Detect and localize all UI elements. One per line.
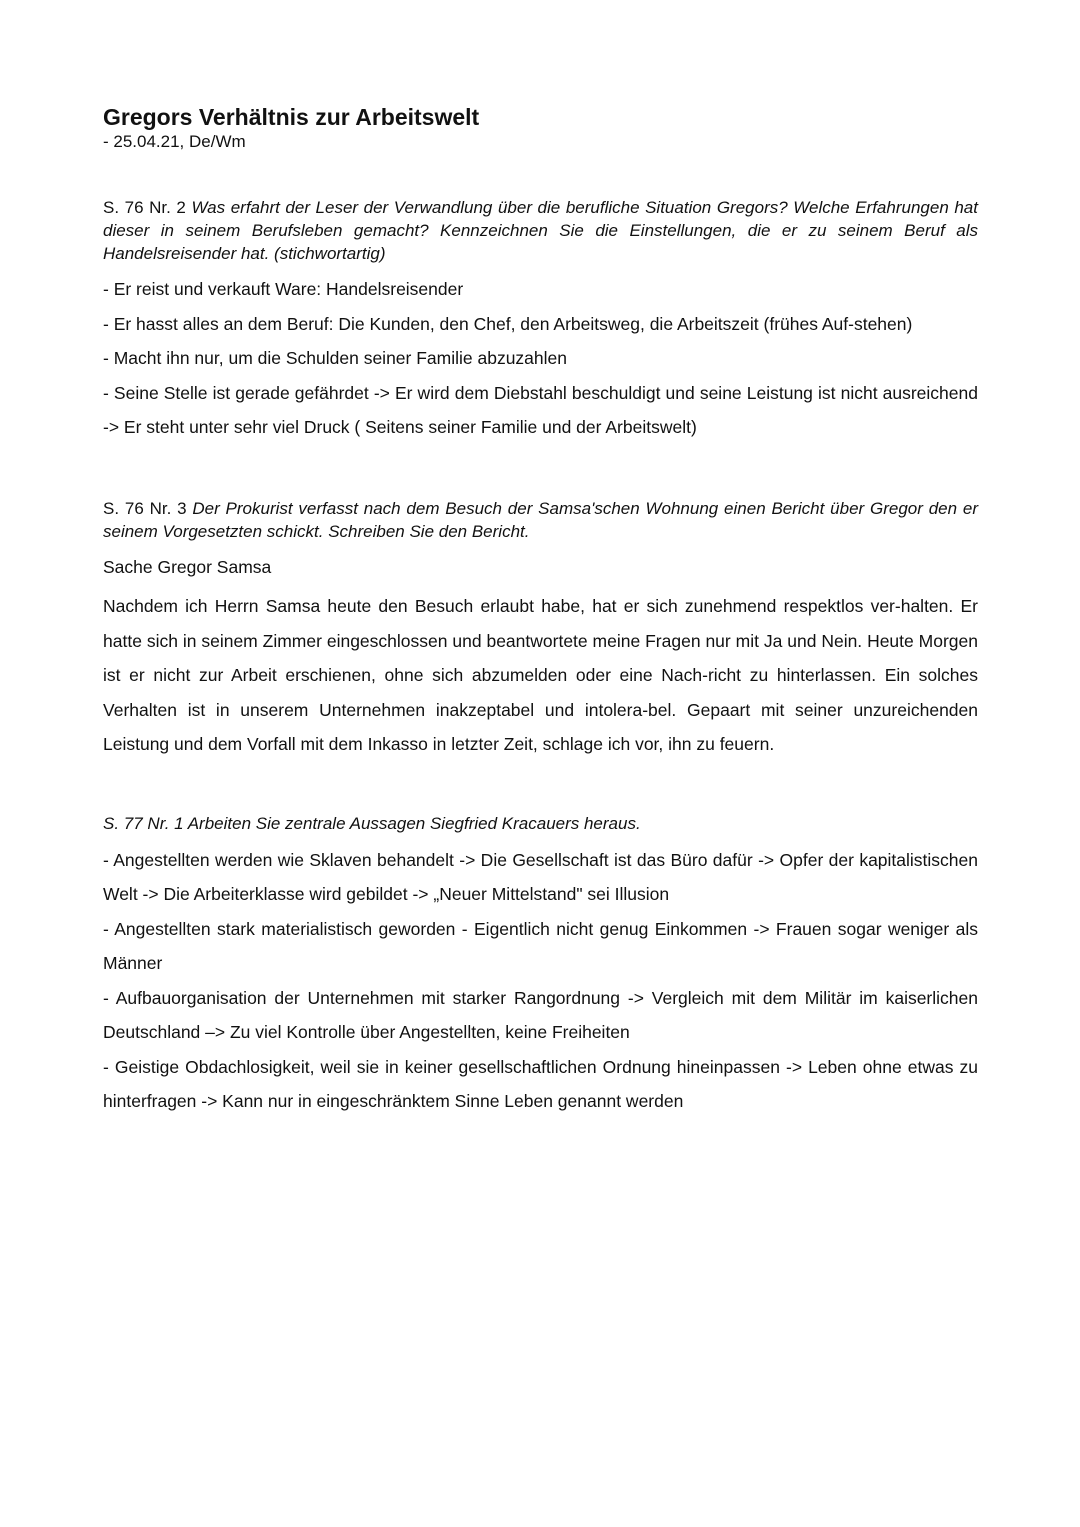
answer-list: [103, 272, 978, 445]
task-question: Arbeiten Sie zentrale Aussagen Siegfried Kracauers heraus.: [187, 813, 641, 833]
answer-item: - Aufbauorganisation der Unternehmen mit starker Rangordnung -> Vergleich mit dem Militär im kaiserlichen Deutschland –> Zu viel Kontrolle über Angestellten, keine Freiheiten: [103, 987, 978, 1042]
document-date-meta: - 25.04.21, De/Wm: [103, 132, 246, 151]
task-question: Der Prokurist verfasst nach dem Besuch der Samsa'schen Wohnung einen Bericht über Gregor den er seinem Vorgesetzten schickt. Schreiben Sie den Bericht.: [103, 498, 978, 541]
task-prompt: [103, 196, 978, 265]
answer-item: - Angestellten stark materialistisch geworden - Eigentlich nicht genug Einkommen -> Frauen sogar weniger als Männer: [103, 918, 978, 973]
answer-item: - Er reist und verkauft Ware: Handelsreisender: [103, 279, 464, 299]
task-prompt: [103, 497, 978, 543]
answer-item: - Seine Stelle ist gerade gefährdet -> Er wird dem Diebstahl beschuldigt und seine Leistung ist nicht ausreichend -> Er steht unter sehr viel Druck ( Seitens seiner Familie und der Arbeitswelt): [103, 382, 978, 437]
answer-item: - Macht ihn nur, um die Schulden seiner Familie abzuzahlen: [103, 348, 567, 368]
task-prompt: [103, 812, 978, 835]
task-reference: S. 76 Nr. 2: [103, 198, 192, 217]
answer-item: - Angestellten werden wie Sklaven behandelt -> Die Gesellschaft ist das Büro dafür -> Opfer der kapitalistischen Welt -> Die Arbeiterklasse wird gebildet -> „Neuer Mittelstand" sei Illusion: [103, 849, 978, 904]
task-question: Was erfahrt der Leser der Verwandlung über die berufliche Situation Gregors? Welche Erfahrungen hat dieser in seinem Berufsleben gemacht? Kennzeichnen Sie die Einstellungen, die er zu seinem Beruf als Handelsreisender hat. (stichwortartig): [103, 198, 978, 263]
answer-item: - Er hasst alles an dem Beruf: Die Kunden, den Chef, den Arbeitsweg, die Arbeitszeit (frühes Auf-stehen): [103, 313, 913, 334]
report-body: Nachdem ich Herrn Samsa heute den Besuch erlaubt habe, hat er sich zunehmend respektlos ver-halten. Er hatte sich in seinem Zimmer eingeschlossen und beantwortete meine Fragen nur mit Ja und Nein. Heute Morgen ist er nicht zur Arbeit erschienen, ohne sich abzumelden oder eine Nach-richt zu hinterlassen. Ein solches Verhalten ist in unserem Unternehmen inakzeptabel und intolera-bel. Gepaart mit seiner unzureichenden Leistung und dem Vorfall mit dem Inkasso in letzter Zeit, schlage ich vor, ihn zu feuern.: [103, 596, 978, 754]
task-reference: S. 76 Nr. 3: [103, 498, 193, 518]
document-title: Gregors Verhältnis zur Arbeitswelt: [103, 104, 480, 130]
report-subject: Sache Gregor Samsa: [103, 556, 272, 577]
answer-item: - Geistige Obdachlosigkeit, weil sie in keiner gesellschaftlichen Ordnung hineinpassen -> Leben ohne etwas zu hinterfragen -> Kann nur in eingeschränktem Sinne Leben genannt werden: [103, 1056, 978, 1111]
answer-list: [103, 843, 978, 1119]
task-reference: S. 77 Nr. 1: [103, 813, 188, 833]
document-page: [103, 102, 978, 1119]
